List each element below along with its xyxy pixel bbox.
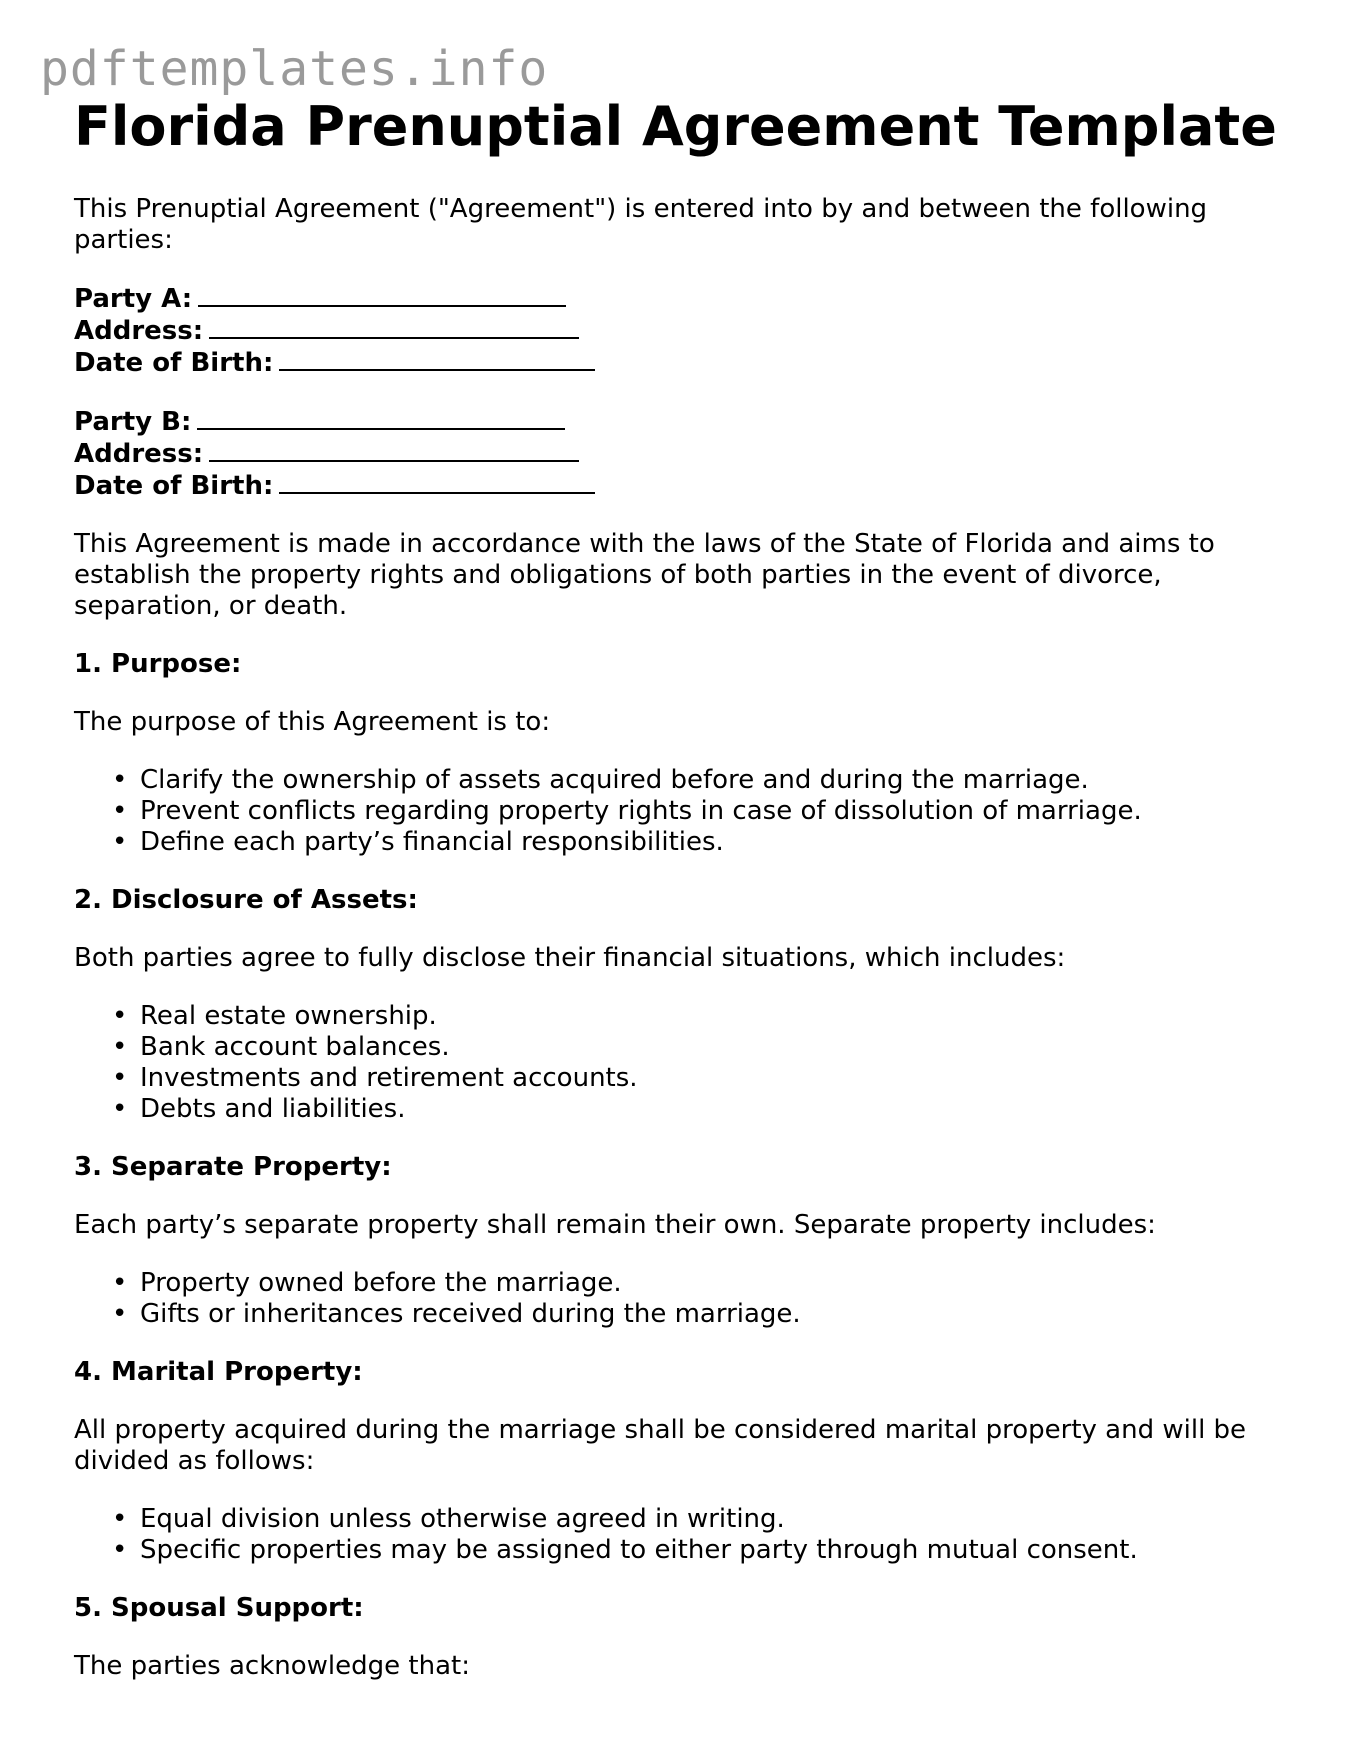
list-item-text: Debts and liabilities. (140, 1094, 406, 1124)
party-a-dob-label: Date of Birth: (74, 348, 274, 378)
party-a-name-blank[interactable] (198, 283, 566, 307)
party-a-block (74, 283, 1294, 379)
bullet-list (74, 765, 1294, 858)
bullet-icon: • (112, 1094, 128, 1124)
bullet-icon: • (112, 1032, 128, 1062)
bullet-icon: • (112, 1299, 128, 1329)
section-marital-property (74, 1357, 1294, 1566)
section-purpose (74, 649, 1294, 858)
section-spousal-support (74, 1593, 1294, 1682)
bullet-list (74, 1268, 1294, 1330)
list-item (112, 1032, 1294, 1063)
section-text: The purpose of this Agreement is to: (74, 707, 551, 737)
list-item (112, 1268, 1294, 1299)
bullet-icon: • (112, 827, 128, 857)
document-page (74, 94, 1294, 1682)
section-text: Both parties agree to fully disclose their financial situations, which includes: (74, 943, 1066, 973)
party-b-name-label: Party B: (74, 407, 192, 437)
bullet-icon: • (112, 765, 128, 795)
list-item-text: Equal division unless otherwise agreed in writing. (140, 1504, 785, 1534)
list-item (112, 765, 1294, 796)
party-a-address-line (74, 315, 1294, 347)
section-heading: 2. Disclosure of Assets: (74, 885, 418, 915)
law-paragraph: This Agreement is made in accordance with the laws of the State of Florida and aims to establish the property rights and obligations of both parties in the event of divorce, separation, or death. (74, 529, 1215, 621)
party-a-name-line (74, 283, 1294, 315)
party-a-dob-blank[interactable] (279, 347, 595, 371)
bullet-icon: • (112, 796, 128, 826)
party-b-name-line (74, 406, 1294, 438)
list-item (112, 1299, 1294, 1330)
list-item (112, 1535, 1294, 1566)
party-b-dob-label: Date of Birth: (74, 471, 274, 501)
bullet-icon: • (112, 1063, 128, 1093)
list-item-text: Define each party’s financial responsibilities. (140, 827, 724, 857)
list-item-text: Prevent conflicts regarding property rights in case of dissolution of marriage. (140, 796, 1142, 826)
section-text: Each party’s separate property shall remain their own. Separate property includes: (74, 1210, 1156, 1240)
party-b-block (74, 406, 1294, 502)
section-text: The parties acknowledge that: (74, 1651, 470, 1681)
list-item (112, 796, 1294, 827)
party-a-address-blank[interactable] (209, 315, 579, 339)
bullet-icon: • (112, 1001, 128, 1031)
list-item-text: Bank account balances. (140, 1032, 450, 1062)
section-heading: 1. Purpose: (74, 649, 242, 679)
list-item-text: Specific properties may be assigned to either party through mutual consent. (140, 1535, 1138, 1565)
list-item-text: Clarify the ownership of assets acquired before and during the marriage. (140, 765, 1089, 795)
bullet-icon: • (112, 1268, 128, 1298)
bullet-icon: • (112, 1535, 128, 1565)
section-disclosure (74, 885, 1294, 1125)
party-b-address-label: Address: (74, 439, 204, 469)
party-b-name-blank[interactable] (197, 406, 565, 430)
bullet-list (74, 1504, 1294, 1566)
intro-paragraph: This Prenuptial Agreement ("Agreement") is entered into by and between the following parties: (74, 194, 1208, 255)
list-item (112, 1094, 1294, 1125)
party-a-address-label: Address: (74, 316, 204, 346)
section-text: All property acquired during the marriage shall be considered marital property and will be divided as follows: (74, 1415, 1247, 1476)
section-heading: 5. Spousal Support: (74, 1593, 364, 1623)
party-a-dob-line (74, 347, 1294, 379)
page-title: Florida Prenuptial Agreement Template (74, 95, 1277, 158)
party-b-address-line (74, 438, 1294, 470)
party-a-name-label: Party A: (74, 284, 193, 314)
list-item (112, 1063, 1294, 1094)
bullet-icon: • (112, 1504, 128, 1534)
list-item (112, 1504, 1294, 1535)
bullet-list (74, 1001, 1294, 1125)
section-separate-property (74, 1152, 1294, 1330)
watermark: pdftemplates.info (40, 41, 549, 97)
party-b-address-blank[interactable] (209, 438, 579, 462)
section-heading: 4. Marital Property: (74, 1357, 363, 1387)
list-item-text: Property owned before the marriage. (140, 1268, 622, 1298)
list-item-text: Gifts or inheritances received during the marriage. (140, 1299, 801, 1329)
party-b-dob-blank[interactable] (279, 470, 595, 494)
section-heading: 3. Separate Property: (74, 1152, 392, 1182)
list-item (112, 1001, 1294, 1032)
party-b-dob-line (74, 470, 1294, 502)
list-item-text: Real estate ownership. (140, 1001, 437, 1031)
list-item (112, 827, 1294, 858)
list-item-text: Investments and retirement accounts. (140, 1063, 638, 1093)
